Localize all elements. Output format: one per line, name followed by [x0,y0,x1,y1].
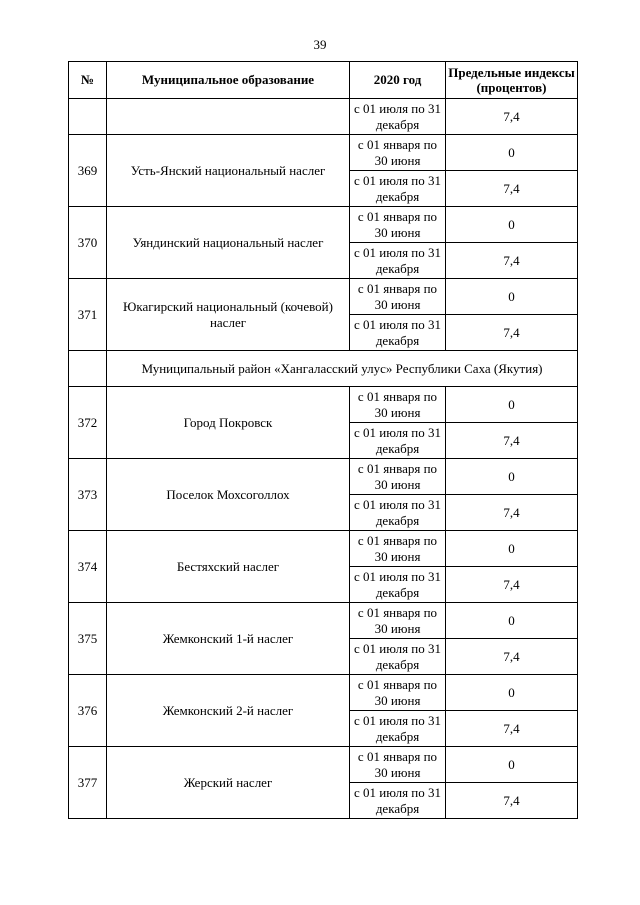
table-row [69,279,578,315]
index-value-cell: 7,4 [446,171,578,207]
index-value-cell: 7,4 [446,639,578,675]
index-value-cell: 0 [446,531,578,567]
period-cell: с 01 июля по 31 декабря [350,99,446,135]
index-value-cell: 0 [446,675,578,711]
row-number-cell: 371 [69,279,107,351]
table-row [69,459,578,495]
table-row [69,675,578,711]
index-value-cell: 0 [446,459,578,495]
index-value-cell: 0 [446,135,578,171]
table-row [69,387,578,423]
index-value-cell: 7,4 [446,99,578,135]
period-cell: с 01 января по 30 июня [350,459,446,495]
header-num: № [69,62,107,99]
period-cell: с 01 июля по 31 декабря [350,711,446,747]
index-value-cell: 7,4 [446,711,578,747]
municipality-name-cell: Поселок Мохсоголлох [107,459,350,531]
period-cell: с 01 января по 30 июня [350,531,446,567]
municipality-name-cell: Уяндинский национальный наслег [107,207,350,279]
row-number-cell: 370 [69,207,107,279]
row-number-cell: 374 [69,531,107,603]
section-row [69,351,578,387]
index-value-cell: 0 [446,279,578,315]
index-value-cell: 7,4 [446,243,578,279]
table-row [69,531,578,567]
num-cell [69,99,107,135]
index-value-cell: 7,4 [446,315,578,351]
period-cell: с 01 июля по 31 декабря [350,171,446,207]
row-number-cell: 377 [69,747,107,819]
index-table [68,61,578,819]
period-cell: с 01 января по 30 июня [350,135,446,171]
period-cell: с 01 января по 30 июня [350,279,446,315]
row-number-cell: 372 [69,387,107,459]
row-number-cell: 373 [69,459,107,531]
period-cell: с 01 января по 30 июня [350,747,446,783]
index-value-cell: 7,4 [446,495,578,531]
index-value-cell: 0 [446,747,578,783]
municipality-name-cell: Юкагирский национальный (кочевой) наслег [107,279,350,351]
index-value-cell: 0 [446,603,578,639]
index-value-cell: 7,4 [446,567,578,603]
index-value-cell: 0 [446,387,578,423]
period-cell: с 01 января по 30 июня [350,387,446,423]
index-value-cell: 0 [446,207,578,243]
municipality-name-cell: Жерский наслег [107,747,350,819]
period-cell: с 01 июля по 31 декабря [350,639,446,675]
period-cell: с 01 июля по 31 декабря [350,495,446,531]
row-number-cell: 375 [69,603,107,675]
municipality-name-cell: Усть-Янский национальный наслег [107,135,350,207]
municipality-name-cell: Бестяхский наслег [107,531,350,603]
table-row [69,99,578,135]
period-cell: с 01 июля по 31 декабря [350,243,446,279]
period-cell: с 01 июля по 31 декабря [350,423,446,459]
table-row [69,207,578,243]
table-row [69,135,578,171]
header-row [69,62,578,99]
index-value-cell: 7,4 [446,423,578,459]
municipality-name-cell: Город Покровск [107,387,350,459]
header-index: Предельные индексы (процентов) [446,62,578,99]
municipality-name-cell: Жемконский 1-й наслег [107,603,350,675]
table-row [69,747,578,783]
row-number-cell: 376 [69,675,107,747]
header-municipality: Муниципальное образование [107,62,350,99]
page-number: 39 [313,37,327,52]
period-cell: с 01 июля по 31 декабря [350,783,446,819]
row-number-cell: 369 [69,135,107,207]
period-cell: с 01 июля по 31 декабря [350,315,446,351]
table-row [69,603,578,639]
period-cell: с 01 января по 30 июня [350,207,446,243]
period-cell: с 01 января по 30 июня [350,675,446,711]
municipality-cell [107,99,350,135]
period-cell: с 01 января по 30 июня [350,603,446,639]
section-title: Муниципальный район «Хангаласский улус» Республики Саха (Якутия) [107,351,578,387]
header-year: 2020 год [350,62,446,99]
section-num-cell [69,351,107,387]
municipality-name-cell: Жемконский 2-й наслег [107,675,350,747]
index-value-cell: 7,4 [446,783,578,819]
period-cell: с 01 июля по 31 декабря [350,567,446,603]
